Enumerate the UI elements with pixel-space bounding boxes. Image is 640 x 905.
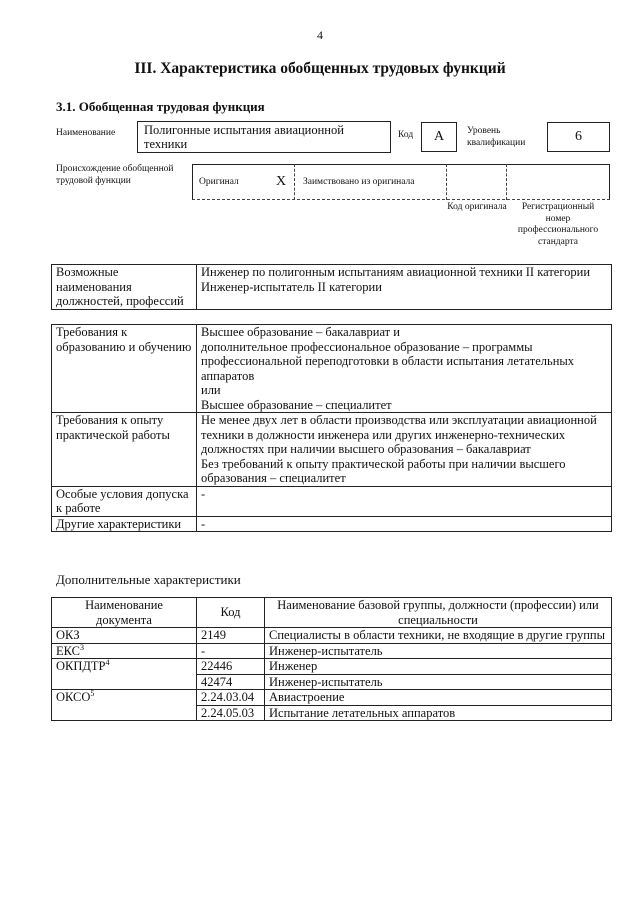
requirement-label: Особые условия допуска к работе <box>52 486 197 516</box>
doc-cell: ОКЗ <box>52 628 197 644</box>
code-cell: 22446 <box>197 659 265 675</box>
positions-table <box>51 264 612 310</box>
name-cell: Специалисты в области техники, не входящие в другие группы <box>265 628 612 644</box>
header-doc: Наименование документа <box>52 598 197 628</box>
positions-label: Возможные наименования должностей, профессий <box>52 265 197 310</box>
origin-borrowed-label: Заимствовано из оригинала <box>303 177 415 187</box>
doc-cell: ОКПДТР$^4$ <box>52 659 197 690</box>
requirement-row <box>52 325 612 413</box>
positions-value: Инженер по полигонным испытаниям авиационной техники II категории Инженер-испытатель II категории <box>197 265 612 310</box>
additional-header-row <box>52 598 612 628</box>
requirement-value: Высшее образование – бакалавриат и дополнительное профессиональное образование – программы профессиональной переподготовки в области испытания летательных аппаратов или Высшее образование – специалитет <box>197 325 612 413</box>
requirement-label: Другие характеристики <box>52 516 197 532</box>
origin-divider-2 <box>446 164 447 200</box>
additional-table <box>51 597 612 721</box>
code-cell: 2149 <box>197 628 265 644</box>
origin-label: Происхождение обобщенной трудовой функции <box>56 164 174 186</box>
origin-original-mark: X <box>276 174 287 189</box>
origin-reg-caption: Регистрационный номер профессионального стандарта <box>517 202 599 247</box>
name-label: Наименование <box>56 128 116 138</box>
origin-divider-3 <box>506 164 507 200</box>
section-title: III. Характеристика обобщенных трудовых функций <box>134 60 506 77</box>
requirement-value: - <box>197 516 612 532</box>
table-row <box>52 659 612 675</box>
level-label: Уровень квалификации <box>467 126 526 148</box>
requirement-row <box>52 516 612 532</box>
requirement-value: - <box>197 486 612 516</box>
code-cell: 2.24.05.03 <box>197 705 265 721</box>
requirement-row <box>52 486 612 516</box>
requirements-table <box>51 324 612 532</box>
code-cell: 42474 <box>197 674 265 690</box>
code-cell: 2.24.03.04 <box>197 690 265 706</box>
table-row <box>52 690 612 706</box>
origin-original-label: Оригинал <box>199 177 239 187</box>
name-cell: Инженер-испытатель <box>265 674 612 690</box>
header-name: Наименование базовой группы, должности (профессии) или специальности <box>265 598 612 628</box>
origin-code-caption: Код оригинала <box>447 202 507 212</box>
requirement-label: Требования к опыту практической работы <box>52 413 197 487</box>
name-value-box <box>137 121 391 153</box>
positions-row <box>52 265 612 310</box>
code-label: Код <box>398 130 414 140</box>
doc-cell: ОКСО$^5$ <box>52 690 197 721</box>
name-cell: Испытание летательных аппаратов <box>265 705 612 721</box>
requirement-row <box>52 413 612 487</box>
code-cell: - <box>197 643 265 659</box>
doc-cell: ЕКС$^3$ <box>52 643 197 659</box>
table-row <box>52 628 612 644</box>
name-cell: Инженер <box>265 659 612 675</box>
requirement-label: Требования к образованию и обучению <box>52 325 197 413</box>
requirement-value: Не менее двух лет в области производства или эксплуатации авиационной техники в должности инженера или других инженерно-технических должностях при наличии высшего образования – бакалавриат Без требований к опыту практической работы при наличии высшего образования – специалитет <box>197 413 612 487</box>
table-row <box>52 643 612 659</box>
name-cell: Инженер-испытатель <box>265 643 612 659</box>
level-value: 6 <box>547 122 610 152</box>
origin-divider-1 <box>294 164 295 200</box>
header-code: Код <box>197 598 265 628</box>
name-value: Полигонные испытания авиационной техники <box>144 123 344 151</box>
subsection-title: 3.1. Обобщенная трудовая функция <box>56 99 265 114</box>
additional-title: Дополнительные характеристики <box>56 572 241 587</box>
code-value: А <box>421 122 457 152</box>
name-cell: Авиастроение <box>265 690 612 706</box>
page-number: 4 <box>317 28 323 42</box>
